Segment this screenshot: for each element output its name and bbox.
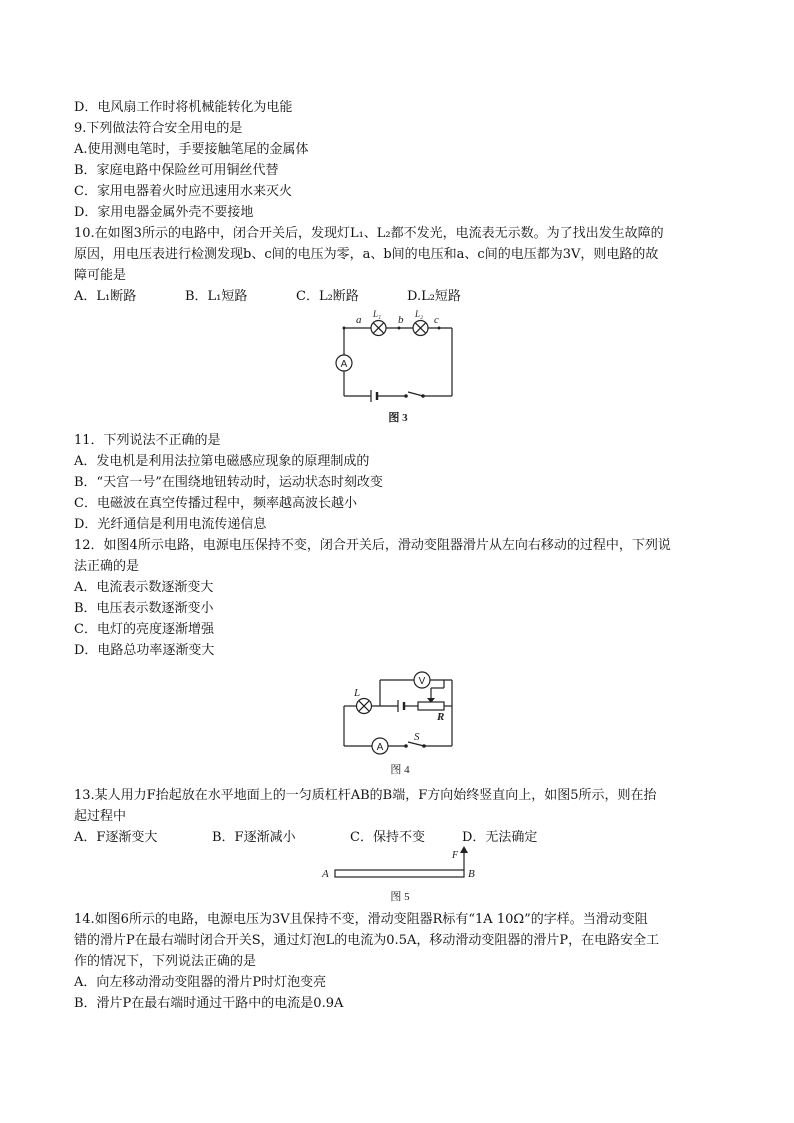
q9-option-a: A.使用测电笔时，手要接触笔尾的金属体 (74, 142, 309, 157)
switch-icon (404, 744, 426, 748)
q14-option-b: B．滑片P在最右端时通过干路中的电流是0.9A (74, 996, 344, 1011)
fig5-caption: 图 5 (390, 891, 410, 903)
q13-stem-line1: 13.某人用力F抬起放在水平地面上的一匀质杠杆AB的B端，F方向始终竖直向上，如图5所示，则在抬 (74, 788, 657, 803)
figure-4 (336, 666, 461, 782)
svg-text:A: A (376, 742, 384, 753)
q10-option-a: A．L₁断路 (74, 289, 137, 304)
q13-stem-line2: 起过程中 (74, 809, 127, 824)
q12-option-a: A．电流表示数逐渐变大 (74, 580, 214, 595)
q8-option-d: D．电风扇工作时将机械能转化为电能 (74, 100, 293, 115)
q12-stem-line2: 法正确的是 (74, 559, 140, 574)
q10-option-d: D.L₂短路 (407, 289, 461, 304)
fig4-label-s: S (414, 731, 420, 743)
lever-bar (335, 870, 464, 877)
fig4-label-l: L (354, 687, 361, 699)
q11-option-a: A．发电机是利用法拉第电磁感应现象的原理制成的 (74, 454, 370, 469)
fig3-label-b: b (398, 314, 404, 326)
q9-option-c: C．家用电器着火时应迅速用水来灭火 (74, 184, 292, 199)
q10-option-c: C．L₂断路 (296, 289, 359, 304)
q12-stem-line1: 12．如图4所示电路，电源电压保持不变，闭合开关后，滑动变阻器滑片从左向右移动的过程中，下列说 (74, 538, 671, 553)
q10-option-b: B．L₁短路 (185, 289, 248, 304)
q13-option-c: C．保持不变 (350, 830, 425, 845)
rheostat-icon (418, 702, 444, 710)
fig3-label-l2: L₂ (415, 309, 424, 319)
q13-option-b: B．F逐渐减小 (212, 830, 296, 845)
q12-option-d: D．电路总功率逐渐变大 (74, 643, 215, 658)
fig4-caption: 图 4 (390, 764, 410, 776)
fig5-label-f: F (452, 850, 459, 861)
force-arrow-icon (460, 846, 468, 853)
q13-options (74, 830, 537, 846)
battery-icon (398, 700, 404, 712)
ammeter-icon (372, 738, 388, 754)
fig4-label-r: R (437, 711, 445, 723)
figure-3 (328, 308, 458, 426)
q10-stem-line2: 原因，用电压表进行检测发现b、c间的电压为零，a、b间的电压和a、c间的电压都为3V，则电路的故 (74, 247, 659, 262)
fig3-label-l1: L₁ (373, 309, 382, 319)
q13-option-a: A．F逐渐变大 (74, 830, 158, 845)
q10-options (74, 289, 461, 305)
q9-option-d: D．家用电器金属外壳不要接地 (74, 205, 254, 220)
switch-icon (404, 394, 425, 398)
q14-stem-line1: 14.如图6所示的电路，电源电压为3V且保持不变，滑动变阻器R标有“1A 10Ω”的字样。当滑动变阻 (74, 912, 648, 927)
ammeter-icon (336, 355, 352, 371)
q11-option-d: D．光纤通信是利用电流传递信息 (74, 517, 267, 532)
q11-stem: 11．下列说法不正确的是 (74, 433, 221, 448)
q14-stem-line2: 错的滑片P在最右端时闭合开关S，通过灯泡L的电流为0.5A，移动滑动变阻器的滑片P，在电路安全工 (74, 933, 660, 948)
fig3-label-c: c (434, 314, 439, 326)
q14-stem-line3: 作的情况下，下列说法正确的是 (74, 954, 257, 969)
q11-option-b: B．“天宫一号”在围绕地钮转动时，运动状态时刻改变 (74, 475, 383, 490)
q12-option-c: C．电灯的亮度逐渐增强 (74, 622, 214, 637)
q13-option-d: D．无法确定 (462, 830, 538, 845)
q10-stem-line3: 障可能是 (74, 268, 127, 283)
lamp-l-icon (357, 699, 372, 714)
q12-option-b: B．电压表示数逐渐变小 (74, 601, 214, 616)
q10-stem-line1: 10.在如图3所示的电路中，闭合开关后，发现灯L₁、L₂都不发光，电流表无示数。为了找出发生故障的 (74, 226, 664, 241)
voltmeter-icon (414, 672, 430, 688)
q9-stem: 9.下列做法符合安全用电的是 (74, 121, 243, 136)
fig5-label-b: B (468, 868, 475, 880)
lamp-l1-icon (371, 321, 386, 336)
fig3-caption: 图 3 (388, 412, 408, 424)
battery-icon (371, 390, 377, 402)
figure-5 (318, 845, 488, 907)
fig5-label-a: A (322, 868, 329, 880)
fig3-label-a: a (356, 314, 362, 326)
q14-option-a: A．向左移动滑动变阻器的滑片P时灯泡变亮 (74, 975, 327, 990)
q11-option-c: C．电磁波在真空传播过程中，频率越高波长越小 (74, 496, 357, 511)
svg-text:A: A (340, 359, 348, 370)
q9-option-b: B．家庭电路中保险丝可用铜丝代替 (74, 163, 279, 178)
lamp-l2-icon (413, 321, 428, 336)
svg-text:V: V (418, 676, 426, 687)
